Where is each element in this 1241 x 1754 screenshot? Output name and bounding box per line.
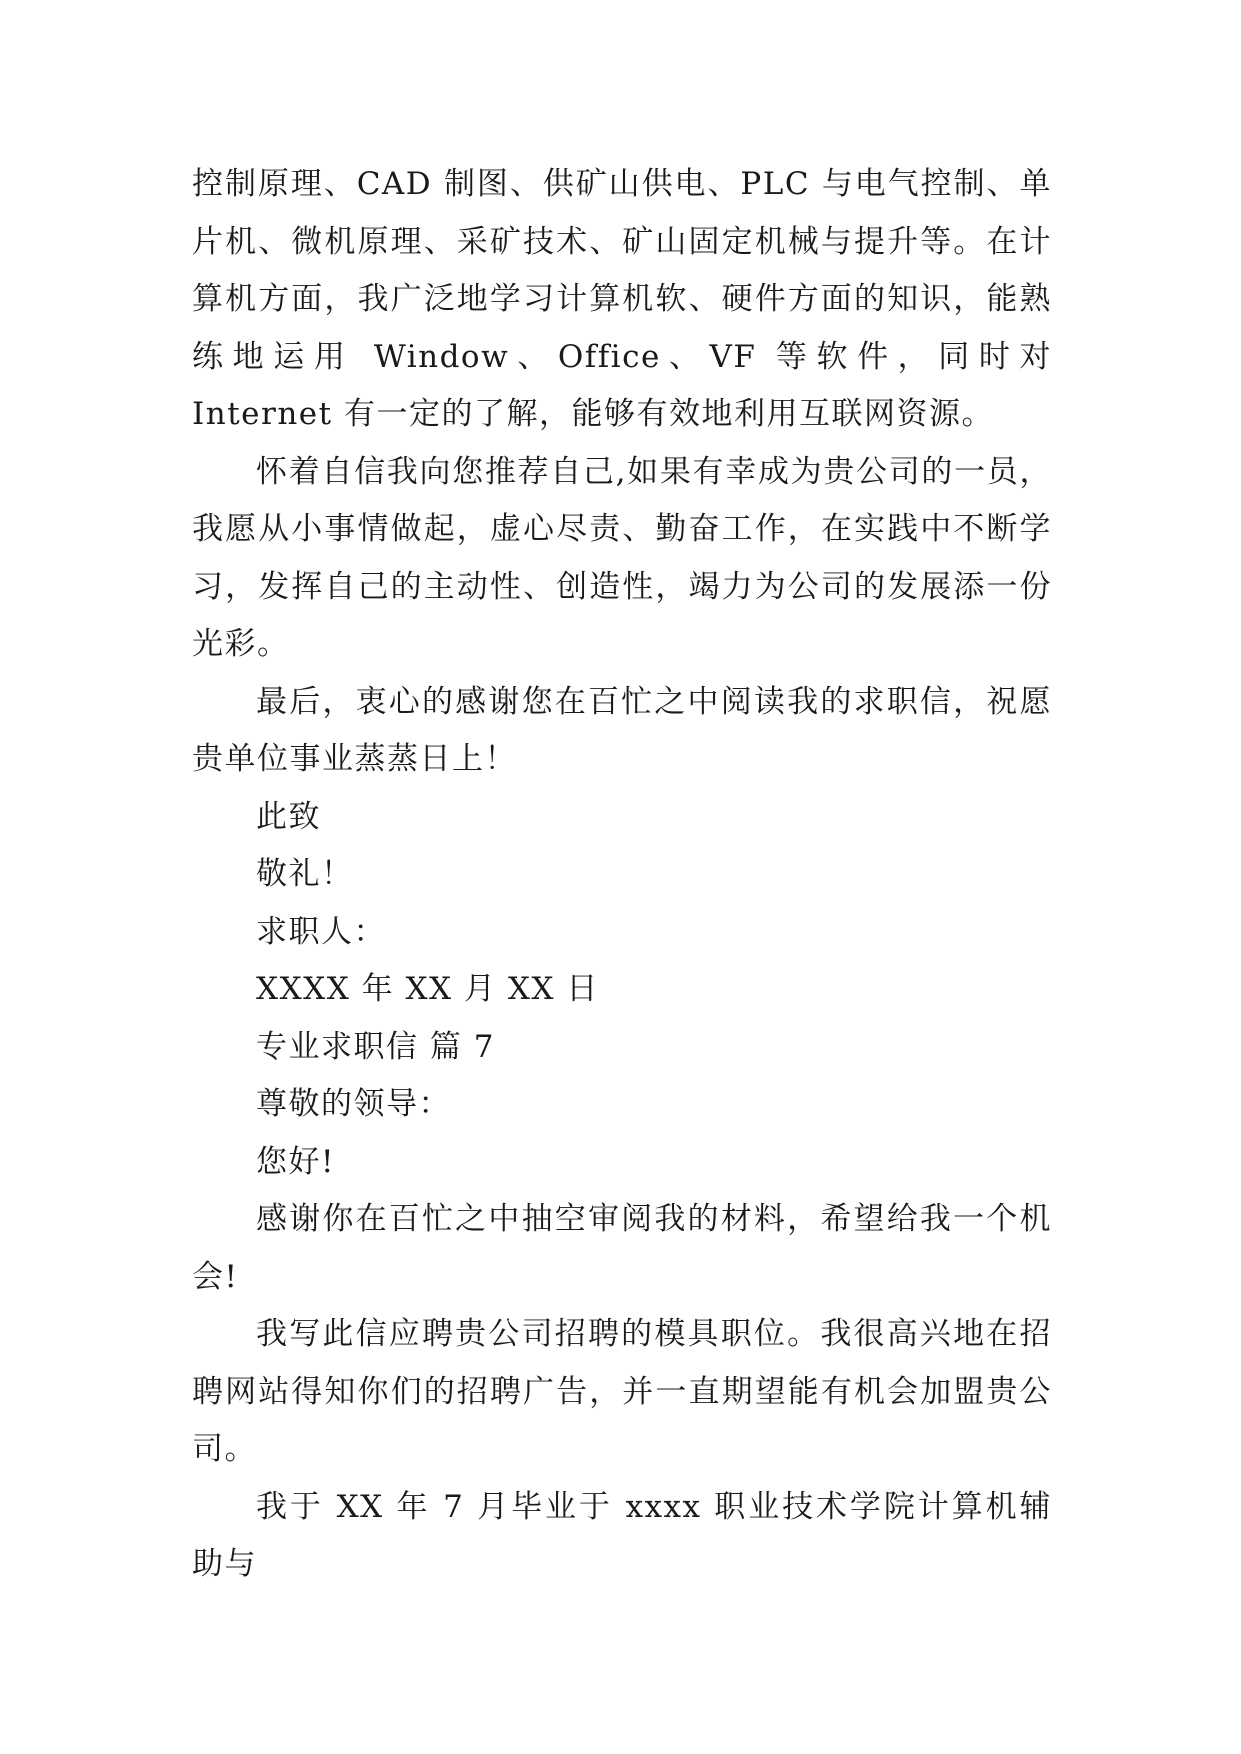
greeting-hello: 您好!	[256, 1143, 335, 1180]
paragraph-closing-thanks: 最后，衷心的感谢您在百忙之中阅读我的求职信，祝愿贵单位事业蒸蒸日上！	[192, 683, 1052, 777]
letter-body	[192, 156, 1052, 1594]
signature-date: XXXX 年 XX 月 XX 日	[256, 971, 599, 1007]
paragraph-application-intent: 我写此信应聘贵公司招聘的模具职位。我很高兴地在招聘网站得知你们的招聘广告，并一直期望能有机会加盟贵公司。	[192, 1316, 1052, 1467]
paragraph-graduation: 我于 XX 年 7 月毕业于 xxxx 职业技术学院计算机辅助与	[192, 1488, 1052, 1582]
greeting-recipient: 尊敬的领导：	[256, 1086, 451, 1122]
closing-regards: 敬礼！	[256, 856, 354, 892]
section-heading: 专业求职信 篇 7	[256, 1028, 495, 1065]
signature-applicant: 求职人：	[256, 913, 386, 950]
paragraph-education-skills: 控制原理、CAD 制图、供矿山供电、PLC 与电气控制、单片机、微机原理、采矿技术、矿山固定机械与提升等。在计算机方面，我广泛地学习计算机软、硬件方面的知识，能熟练地运用 Window、Office、VF 等软件，同时对 Internet 有一定的了解，能够有效地利用互联网资源。	[192, 166, 1052, 432]
paragraph-self-recommendation: 怀着自信我向您推荐自己,如果有幸成为贵公司的一员，我愿从小事情做起，虚心尽责、勤奋工作，在实践中不断学习，发挥自己的主动性、创造性，竭力为公司的发展添一份光彩。	[192, 453, 1052, 662]
paragraph-thanks-review: 感谢你在百忙之中抽空审阅我的材料，希望给我一个机会!	[192, 1201, 1052, 1295]
closing-salutation: 此致	[256, 798, 321, 835]
